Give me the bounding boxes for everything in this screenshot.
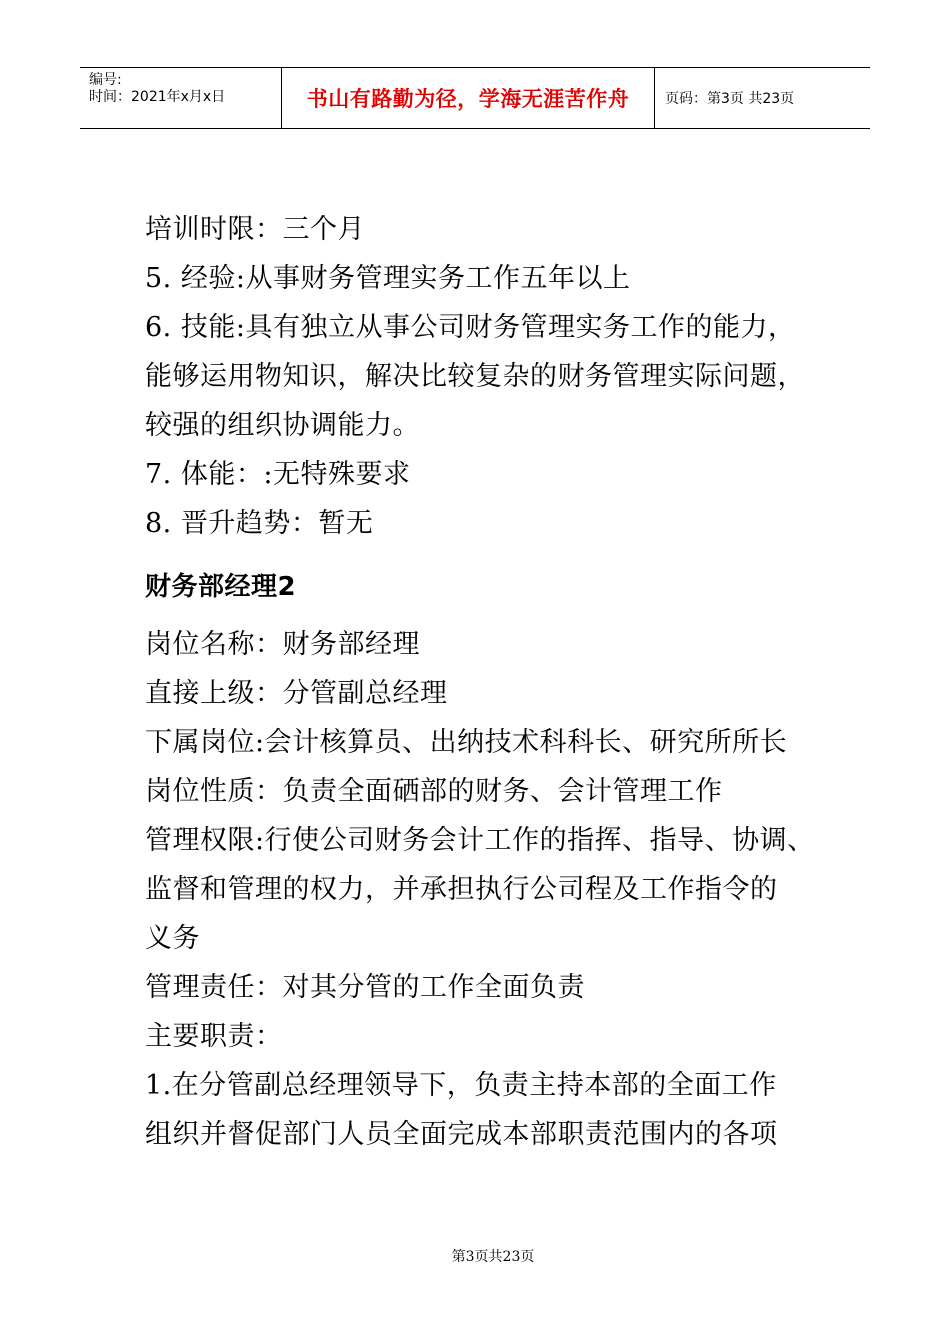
body-line: 1.在分管副总经理领导下，负责主持本部的全面工作 — [145, 1070, 777, 1101]
body-line: 下属岗位:会计核算员、出纳技术科科长、研究所所长 — [145, 727, 788, 758]
body-line: 5. 经验:从事财务管理实务工作五年以上 — [145, 263, 631, 294]
body-line: 组织并督促部门人员全面完成本部职责范围内的各项 — [145, 1119, 778, 1150]
body-line: 主要职责： — [145, 1021, 283, 1052]
body-line: 6. 技能:具有独立从事公司财务管理实务工作的能力， — [145, 312, 796, 343]
document-body — [145, 205, 845, 1159]
body-line: 管理权限:行使公司财务会计工作的指挥、指导、协调、 — [145, 825, 815, 856]
body-line: 7. 体能：:无特殊要求 — [145, 459, 411, 490]
body-line: 8. 晋升趋势：暂无 — [145, 508, 374, 539]
body-line: 义务 — [145, 923, 200, 954]
body-line: 监督和管理的权力，并承担执行公司程及工作指令的 — [145, 874, 778, 905]
body-line: 能够运用物知识，解决比较复杂的财务管理实际问题， — [145, 361, 805, 392]
section-heading: 财务部经理2 — [145, 572, 297, 602]
body-line: 岗位名称：财务部经理 — [145, 629, 420, 660]
header-motto: 书山有路勤为径，学海无涯苦作舟 — [282, 68, 655, 128]
body-line: 直接上级：分管副总经理 — [145, 678, 448, 709]
body-line: 培训时限：三个月 — [145, 214, 365, 245]
body-line: 较强的组织协调能力。 — [145, 410, 420, 441]
page-header — [80, 67, 870, 129]
page-footer: 第3页共23页 — [451, 1249, 535, 1265]
header-meta-cell — [80, 68, 282, 128]
header-page-number: 页码：第3页 共23页 — [665, 91, 795, 107]
body-line: 管理责任：对其分管的工作全面负责 — [145, 972, 585, 1003]
body-line: 岗位性质：负责全面硒部的财务、会计管理工作 — [145, 776, 723, 807]
document-time-label: 时间：2021年x月x日 — [89, 89, 226, 105]
document-number-label: 编号: — [89, 72, 122, 88]
